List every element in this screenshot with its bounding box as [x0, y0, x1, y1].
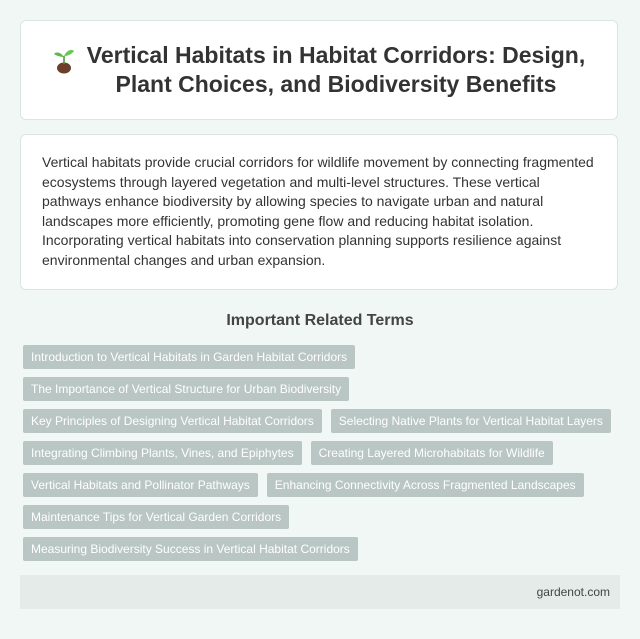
term-tag[interactable]: Maintenance Tips for Vertical Garden Corridors	[23, 505, 289, 529]
term-tag[interactable]: Introduction to Vertical Habitats in Garden Habitat Corridors	[23, 345, 355, 369]
title-wrap	[49, 41, 589, 99]
summary-text: Vertical habitats provide crucial corridors for wildlife movement by connecting fragmented ecosystems through layered vegetation and multi-level structures. These vertical pathways enhance biodiversity by allowing species to navigate urban and natural landscapes more efficiently, promoting gene flow and reducing habitat isolation. Incorporating vertical habitats into conservation planning supports resilience against environmental changes and urban expansion.	[42, 154, 594, 268]
footer-site-link[interactable]: gardenot.com	[536, 585, 610, 599]
terms-row	[23, 441, 623, 465]
terms-row	[23, 473, 623, 497]
term-tag[interactable]: Vertical Habitats and Pollinator Pathways	[23, 473, 258, 497]
term-tag[interactable]: Creating Layered Microhabitats for Wildlife	[311, 441, 553, 465]
term-tag[interactable]: Key Principles of Designing Vertical Habitat Corridors	[23, 409, 322, 433]
seedling-icon	[49, 45, 83, 75]
page-title: Vertical Habitats in Habitat Corridors: Design, Plant Choices, and Biodiversity Benefits	[86, 42, 586, 97]
term-tag[interactable]: Selecting Native Plants for Vertical Habitat Layers	[331, 409, 611, 433]
terms-row	[23, 409, 623, 433]
footer	[20, 575, 620, 609]
title-card	[20, 20, 618, 120]
terms-row	[23, 537, 623, 561]
terms-row	[23, 345, 623, 369]
terms-row	[23, 505, 623, 529]
terms-list	[23, 345, 623, 569]
terms-row	[23, 377, 623, 401]
term-tag[interactable]: Integrating Climbing Plants, Vines, and Epiphytes	[23, 441, 302, 465]
summary-card	[20, 134, 618, 290]
term-tag[interactable]: The Importance of Vertical Structure for Urban Biodiversity	[23, 377, 349, 401]
term-tag[interactable]: Enhancing Connectivity Across Fragmented Landscapes	[267, 473, 584, 497]
term-tag[interactable]: Measuring Biodiversity Success in Vertical Habitat Corridors	[23, 537, 358, 561]
terms-heading: Important Related Terms	[226, 312, 414, 329]
